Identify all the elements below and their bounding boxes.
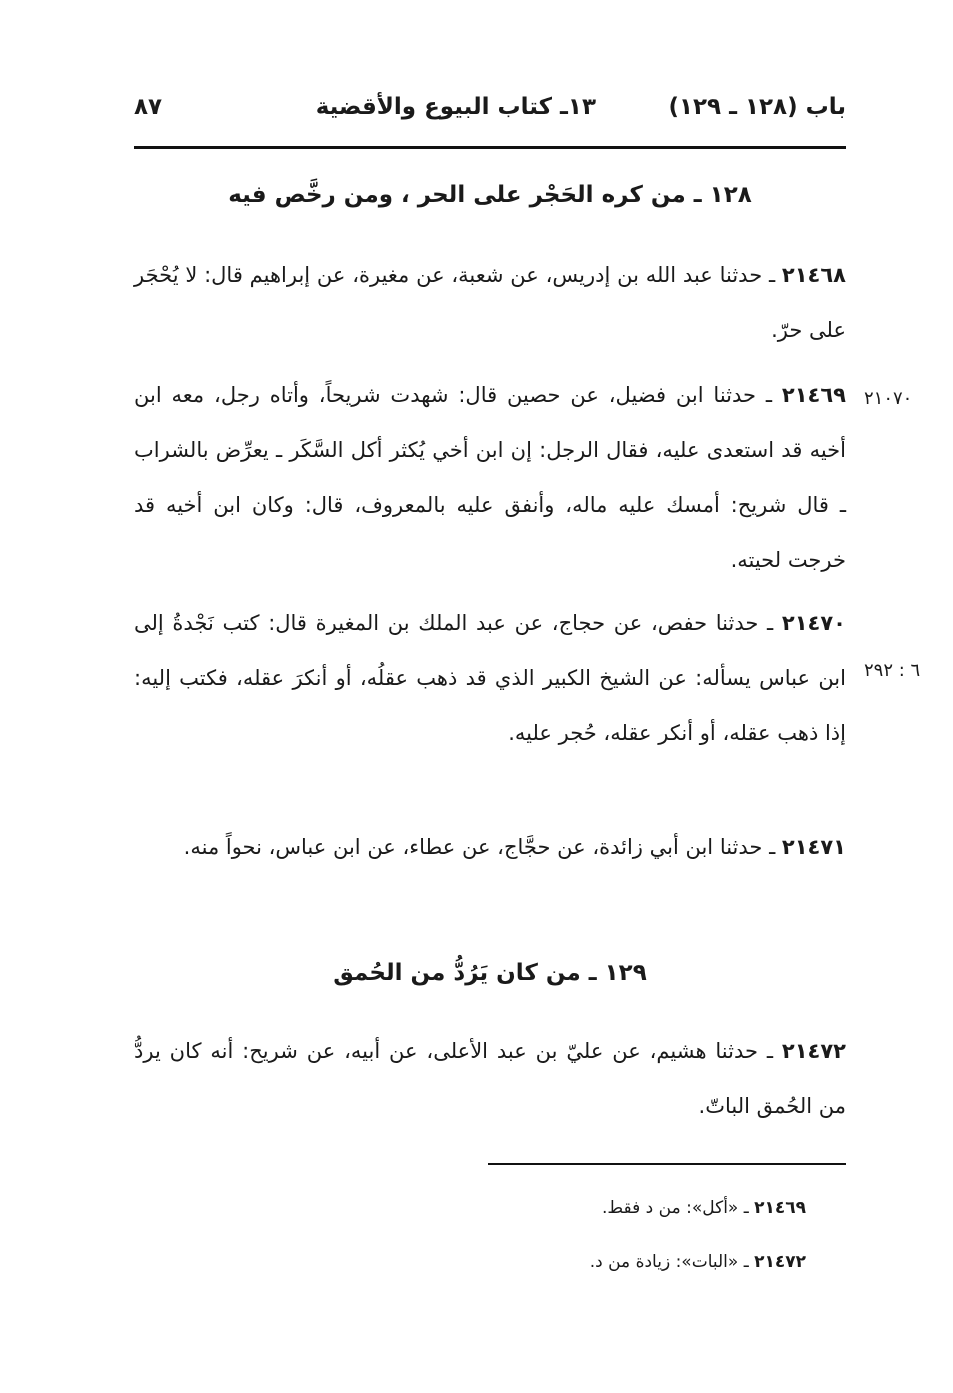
hadith-21468 <box>134 248 846 358</box>
section-heading-128: ١٢٨ ـ من كره الحَجْر على الحر ، ومن رخَّص فيه <box>228 182 752 208</box>
hadith-number: ٢١٤٧٠ <box>781 611 846 635</box>
footnote-number: ٢١٤٦٩ <box>754 1198 806 1218</box>
hadith-text: ـ حدثنا هشيم، عن عليّ بن عبد الأعلى، عن أبيه، عن شريح: أنه كان يردُّ من الحُمق الباتّ. <box>134 1039 846 1118</box>
chapter-range: باب (١٢٨ ـ ١٢٩) <box>668 94 846 120</box>
hadith-21471 <box>134 820 846 875</box>
section-heading-129: ١٢٩ ـ من كان يَرُدُّ من الحُمق <box>333 960 647 986</box>
footnote <box>590 1252 806 1272</box>
footnote-text: ـ «أكل»: من د فقط. <box>602 1198 755 1218</box>
footnote-text: ـ «البات»: زيادة من د. <box>589 1252 755 1272</box>
margin-note: ٦ : ٢٩٢ <box>864 660 921 681</box>
hadith-number: ٢١٤٧٢ <box>781 1039 846 1063</box>
hadith-text: ـ حدثنا حفص، عن حجاج، عن عبد الملك بن المغيرة قال: كتب نَجْدةُ إلى ابن عباس يسأله: عن الشيخ الكبير الذي قد ذهب عقلُه، أو أنكرَ عقله، فكتب إليه: إذا ذهب عقله، أو أنكر عقله، حُجر عليه. <box>134 611 846 745</box>
hadith-21469 <box>134 368 846 588</box>
footnote-rule <box>488 1163 846 1165</box>
hadith-number: ٢١٤٦٨ <box>781 263 846 287</box>
margin-note: ٢١٠٧٠ <box>864 388 913 409</box>
page-number: ٨٧ <box>134 94 163 120</box>
hadith-21472 <box>134 1024 846 1134</box>
footnote <box>602 1198 806 1218</box>
book-title: ١٣ـ كتاب البيوع والأقضية <box>315 94 596 120</box>
hadith-number: ٢١٤٧١ <box>781 835 846 859</box>
hadith-21470 <box>134 596 846 761</box>
hadith-text: ـ حدثنا عبد الله بن إدريس، عن شعبة، عن مغيرة، عن إبراهيم قال: لا يُحْجَر على حرّ. <box>134 263 846 342</box>
header-rule <box>134 146 846 149</box>
footnote-number: ٢١٤٧٢ <box>754 1252 806 1272</box>
hadith-number: ٢١٤٦٩ <box>781 383 846 407</box>
hadith-text: ـ حدثنا ابن أبي زائدة، عن حجَّاج، عن عطاء، عن ابن عباس، نحواً منه. <box>183 835 782 859</box>
page-header <box>134 94 846 134</box>
hadith-text: ـ حدثنا ابن فضيل، عن حصين قال: شهدت شريحاً، وأتاه رجل، معه ابن أخيه قد استعدى عليه، فقال الرجل: إن ابن أخي يُكثر أكل السَّكَر ـ يعرِّض بالشراب ـ قال شريح: أمسك عليه ماله، وأنفق عليه بالمعروف، قال: وكان ابن أخيه قد خرجت لحيته. <box>134 383 846 572</box>
